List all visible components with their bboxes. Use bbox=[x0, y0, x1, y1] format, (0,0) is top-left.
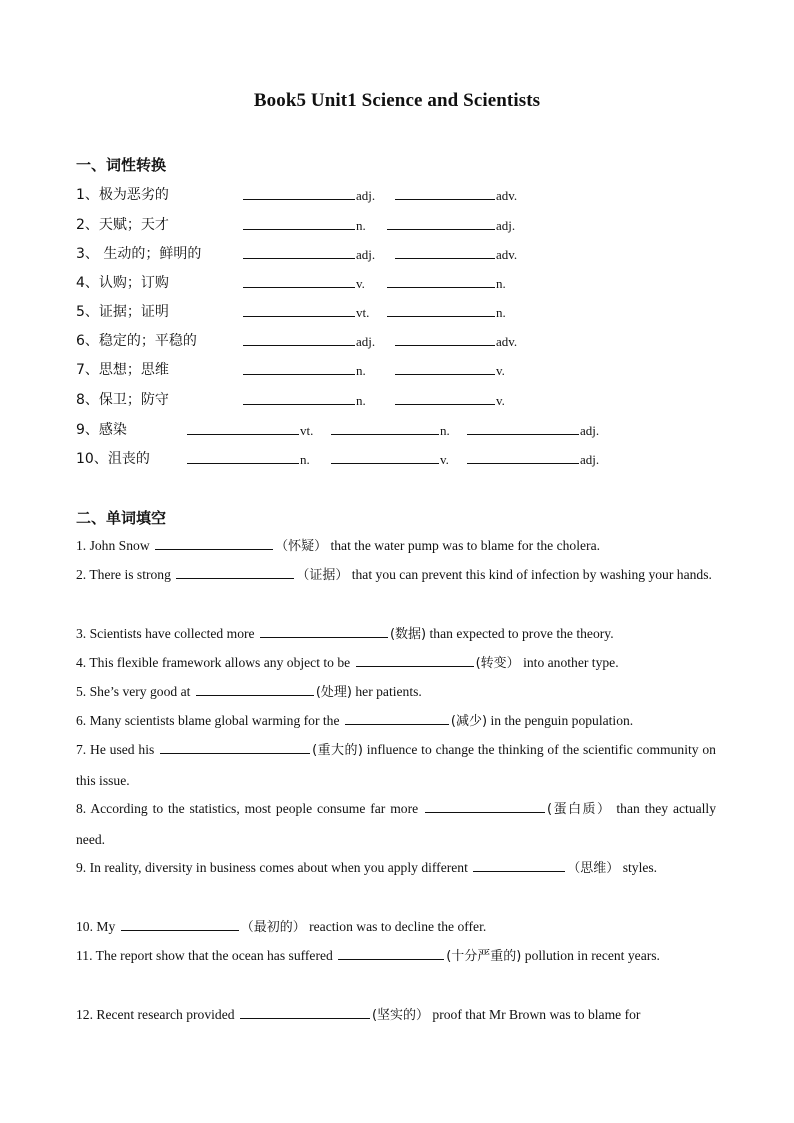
chinese-hint: (蛋白质） bbox=[547, 802, 612, 817]
answer-blank[interactable] bbox=[395, 361, 505, 379]
blank-line[interactable] bbox=[467, 450, 579, 464]
sentence-end: than expected to prove the theory. bbox=[429, 626, 614, 641]
word-form-label: 4、认购；订购 bbox=[76, 275, 169, 291]
fill-in-item bbox=[76, 619, 716, 650]
part-of-speech-label: vt. bbox=[356, 305, 370, 320]
blank-line[interactable] bbox=[243, 216, 355, 230]
fill-in-item bbox=[76, 912, 716, 943]
chinese-hint: (坚实的） bbox=[371, 1008, 430, 1023]
sentence-start: 9. In reality, diversity in business comes about when you apply different bbox=[76, 860, 468, 875]
fill-in-item bbox=[76, 531, 716, 562]
part-of-speech-label: adj. bbox=[356, 247, 376, 262]
part-of-speech-label: adv. bbox=[496, 334, 518, 349]
word-form-label: 1、极为恶劣的 bbox=[76, 187, 169, 203]
part-of-speech-label: adj. bbox=[580, 423, 600, 438]
answer-blank[interactable] bbox=[387, 274, 506, 292]
answer-blank[interactable] bbox=[467, 421, 599, 439]
answer-blank[interactable] bbox=[160, 741, 310, 754]
part-of-speech-label: v. bbox=[496, 393, 505, 408]
blank-line[interactable] bbox=[395, 332, 495, 346]
sentence-start: 8. According to the statistics, most people consume far more bbox=[76, 801, 419, 816]
word-form-label: 10、沮丧的 bbox=[76, 451, 150, 467]
word-form-label: 8、保卫；防守 bbox=[76, 392, 169, 408]
answer-blank[interactable] bbox=[243, 245, 375, 263]
chinese-hint: (数据) bbox=[389, 627, 427, 642]
blank-line[interactable] bbox=[387, 274, 495, 288]
blank-line[interactable] bbox=[243, 303, 355, 317]
fill-in-item bbox=[76, 853, 716, 884]
blank-line[interactable] bbox=[243, 186, 355, 200]
blank-line[interactable] bbox=[243, 391, 355, 405]
blank-line[interactable] bbox=[395, 361, 495, 375]
chinese-hint: (十分严重的) bbox=[446, 949, 522, 964]
answer-blank[interactable] bbox=[243, 332, 375, 350]
answer-blank[interactable] bbox=[243, 186, 375, 204]
sentence-start: 11. The report show that the ocean has suffered bbox=[76, 948, 333, 963]
part-of-speech-label: adj. bbox=[580, 452, 600, 467]
sentence-start: 2. There is strong bbox=[76, 567, 171, 582]
chinese-hint: （思维） bbox=[567, 861, 620, 876]
blank-line[interactable] bbox=[243, 274, 355, 288]
chinese-hint: (重大的) bbox=[312, 743, 363, 758]
part-of-speech-label: n. bbox=[356, 218, 366, 233]
part-of-speech-label: n. bbox=[300, 452, 310, 467]
blank-line[interactable] bbox=[243, 332, 355, 346]
part-of-speech-label: adj. bbox=[496, 218, 516, 233]
part-of-speech-label: n. bbox=[440, 423, 450, 438]
section-heading-word-forms: 一、词性转换 bbox=[76, 156, 167, 174]
sentence-end: proof that Mr Brown was to blame for bbox=[432, 1007, 641, 1022]
sentence-end: in the penguin population. bbox=[490, 713, 634, 728]
blank-line[interactable] bbox=[331, 421, 439, 435]
answer-blank[interactable] bbox=[155, 537, 273, 550]
blank-line[interactable] bbox=[331, 450, 439, 464]
part-of-speech-label: adj. bbox=[356, 334, 376, 349]
answer-blank[interactable] bbox=[395, 332, 517, 350]
answer-blank[interactable] bbox=[356, 654, 474, 667]
part-of-speech-label: v. bbox=[496, 363, 505, 378]
sentence-start: 5. She’s very good at bbox=[76, 684, 191, 699]
answer-blank[interactable] bbox=[243, 216, 366, 234]
page-title: Book5 Unit1 Science and Scientists bbox=[253, 90, 541, 111]
sentence-start: 1. John Snow bbox=[76, 538, 150, 553]
part-of-speech-label: adv. bbox=[496, 247, 518, 262]
sentence-end: than they actually need. bbox=[76, 801, 716, 847]
sentence-end: into another type. bbox=[523, 655, 619, 670]
sentence-start: 6. Many scientists blame global warming for the bbox=[76, 713, 340, 728]
fill-in-item bbox=[76, 706, 716, 737]
sentence-start: 7. He used his bbox=[76, 742, 155, 757]
fill-in-item bbox=[76, 560, 716, 591]
blank-line[interactable] bbox=[187, 421, 299, 435]
answer-blank[interactable] bbox=[240, 1006, 370, 1019]
word-form-label: 7、思想；思维 bbox=[76, 362, 169, 378]
answer-blank[interactable] bbox=[387, 303, 506, 321]
part-of-speech-label: v. bbox=[356, 276, 365, 291]
word-form-label: 5、证据；证明 bbox=[76, 304, 169, 320]
blank-line[interactable] bbox=[395, 245, 495, 259]
blank-line[interactable] bbox=[243, 361, 355, 375]
part-of-speech-label: n. bbox=[356, 393, 366, 408]
answer-blank[interactable] bbox=[121, 918, 239, 931]
blank-line[interactable] bbox=[395, 391, 495, 405]
blank-line[interactable] bbox=[387, 216, 495, 230]
fill-in-item bbox=[76, 677, 716, 708]
answer-blank[interactable] bbox=[473, 859, 565, 872]
answer-blank[interactable] bbox=[425, 800, 545, 813]
chinese-hint: (转变） bbox=[475, 656, 520, 671]
answer-blank[interactable] bbox=[345, 712, 449, 725]
sentence-end: reaction was to decline the offer. bbox=[309, 919, 487, 934]
sentence-start: 3. Scientists have collected more bbox=[76, 626, 255, 641]
answer-blank[interactable] bbox=[243, 361, 366, 379]
chinese-hint: （怀疑） bbox=[275, 539, 328, 554]
answer-blank[interactable] bbox=[260, 625, 388, 638]
answer-blank[interactable] bbox=[467, 450, 599, 468]
word-form-label: 2、天赋；天才 bbox=[76, 217, 169, 233]
part-of-speech-label: n. bbox=[496, 276, 506, 291]
answer-blank[interactable] bbox=[187, 450, 310, 468]
answer-blank[interactable] bbox=[331, 450, 449, 468]
answer-blank[interactable] bbox=[395, 186, 517, 204]
answer-blank[interactable] bbox=[338, 947, 444, 960]
blank-line[interactable] bbox=[187, 450, 299, 464]
blank-line[interactable] bbox=[395, 186, 495, 200]
part-of-speech-label: n. bbox=[496, 305, 506, 320]
blank-line[interactable] bbox=[243, 245, 355, 259]
chinese-hint: (减少) bbox=[450, 714, 488, 729]
fill-in-item bbox=[76, 648, 716, 679]
blank-line[interactable] bbox=[467, 421, 579, 435]
sentence-end: influence to change the thinking of the scientific community on this issue. bbox=[76, 742, 716, 788]
blank-line[interactable] bbox=[387, 303, 495, 317]
answer-blank[interactable] bbox=[331, 421, 450, 439]
section-heading-fill-in: 二、单词填空 bbox=[76, 509, 167, 527]
sentence-end: that you can prevent this kind of infection by washing your hands. bbox=[351, 567, 712, 582]
word-form-label: 9、感染 bbox=[76, 422, 127, 438]
word-form-label: 3、 生动的；鲜明的 bbox=[76, 246, 202, 262]
answer-blank[interactable] bbox=[387, 216, 515, 234]
answer-blank[interactable] bbox=[395, 245, 517, 263]
part-of-speech-label: vt. bbox=[300, 423, 314, 438]
chinese-hint: （最初的） bbox=[240, 920, 306, 935]
word-form-label: 6、稳定的；平稳的 bbox=[76, 333, 197, 349]
answer-blank[interactable] bbox=[395, 391, 505, 409]
part-of-speech-label: adv. bbox=[496, 188, 518, 203]
fill-in-item bbox=[76, 735, 716, 795]
sentence-end: that the water pump was to blame for the cholera. bbox=[330, 538, 600, 553]
answer-blank[interactable] bbox=[196, 683, 314, 696]
answer-blank[interactable] bbox=[243, 274, 365, 292]
answer-blank[interactable] bbox=[176, 566, 294, 579]
part-of-speech-label: v. bbox=[440, 452, 449, 467]
fill-in-item bbox=[76, 941, 716, 972]
chinese-hint: (处理) bbox=[315, 685, 352, 700]
sentence-start: 4. This flexible framework allows any object to be bbox=[76, 655, 351, 670]
fill-in-item bbox=[76, 794, 716, 854]
part-of-speech-label: n. bbox=[356, 363, 366, 378]
part-of-speech-label: adj. bbox=[356, 188, 376, 203]
sentence-end: styles. bbox=[622, 860, 658, 875]
answer-blank[interactable] bbox=[243, 303, 369, 321]
answer-blank[interactable] bbox=[187, 421, 313, 439]
fill-in-item bbox=[76, 1000, 716, 1031]
sentence-end: pollution in recent years. bbox=[524, 948, 660, 963]
sentence-end: her patients. bbox=[355, 684, 422, 699]
chinese-hint: （证据） bbox=[296, 568, 349, 583]
answer-blank[interactable] bbox=[243, 391, 366, 409]
sentence-start: 10. My bbox=[76, 919, 116, 934]
sentence-start: 12. Recent research provided bbox=[76, 1007, 235, 1022]
